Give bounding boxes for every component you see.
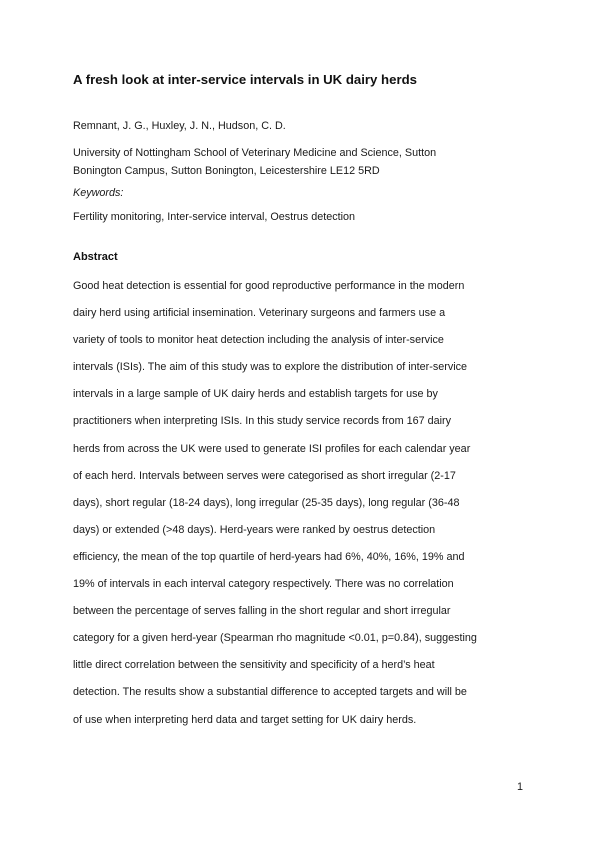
affiliation-line: University of Nottingham School of Veterinary Medicine and Science, Sutton — [73, 147, 437, 159]
paper-title: A fresh look at inter-service intervals in UK dairy herds — [73, 72, 417, 87]
abstract-line: between the percentage of serves falling in the short regular and short irregular — [73, 605, 451, 618]
abstract-line: little direct correlation between the sensitivity and specificity of a herd’s heat — [73, 659, 435, 672]
abstract-line: detection. The results show a substantial difference to accepted targets and will be — [73, 686, 467, 699]
abstract-line: 19% of intervals in each interval category respectively. There was no correlation — [73, 578, 454, 591]
keywords-list: Fertility monitoring, Inter-service interval, Oestrus detection — [73, 211, 356, 223]
abstract-line: dairy herd using artificial insemination. Veterinary surgeons and farmers use a — [73, 307, 446, 320]
abstract-line: days) or extended (>48 days). Herd-years were ranked by oestrus detection — [73, 523, 436, 536]
author-list: Remnant, J. G., Huxley, J. N., Hudson, C. D. — [73, 120, 286, 132]
abstract-line: intervals in a large sample of UK dairy herds and establish targets for use by — [73, 388, 438, 401]
abstract-body — [73, 278, 533, 739]
abstract-line: herds from across the UK were used to generate ISI profiles for each calendar year — [73, 442, 471, 455]
abstract-heading: Abstract — [73, 251, 118, 263]
affiliation-line: Bonington Campus, Sutton Bonington, Leicestershire LE12 5RD — [73, 165, 380, 177]
abstract-line: category for a given herd-year (Spearman rho magnitude <0.01, p=0.84), suggesting — [73, 632, 477, 645]
abstract-line: efficiency, the mean of the top quartile of herd-years had 6%, 40%, 16%, 19% and — [73, 550, 465, 563]
affiliation — [73, 144, 533, 180]
abstract-line: of use when interpreting herd data and target setting for UK dairy herds. — [73, 713, 417, 726]
abstract-line: variety of tools to monitor heat detection including the analysis of inter-service — [73, 334, 444, 347]
abstract-line: intervals (ISIs). The aim of this study was to explore the distribution of inter-service — [73, 361, 468, 374]
abstract-line: days), short regular (18-24 days), long irregular (25-35 days), long regular (36-48 — [73, 496, 460, 509]
page-number: 1 — [517, 781, 524, 793]
abstract-line: Good heat detection is essential for good reproductive performance in the modern — [73, 280, 465, 292]
abstract-line: of each herd. Intervals between serves were categorised as short irregular (2-17 — [73, 469, 456, 482]
keywords-label: Keywords: — [73, 187, 124, 199]
abstract-line: practitioners when interpreting ISIs. In this study service records from 167 dairy — [73, 415, 452, 428]
